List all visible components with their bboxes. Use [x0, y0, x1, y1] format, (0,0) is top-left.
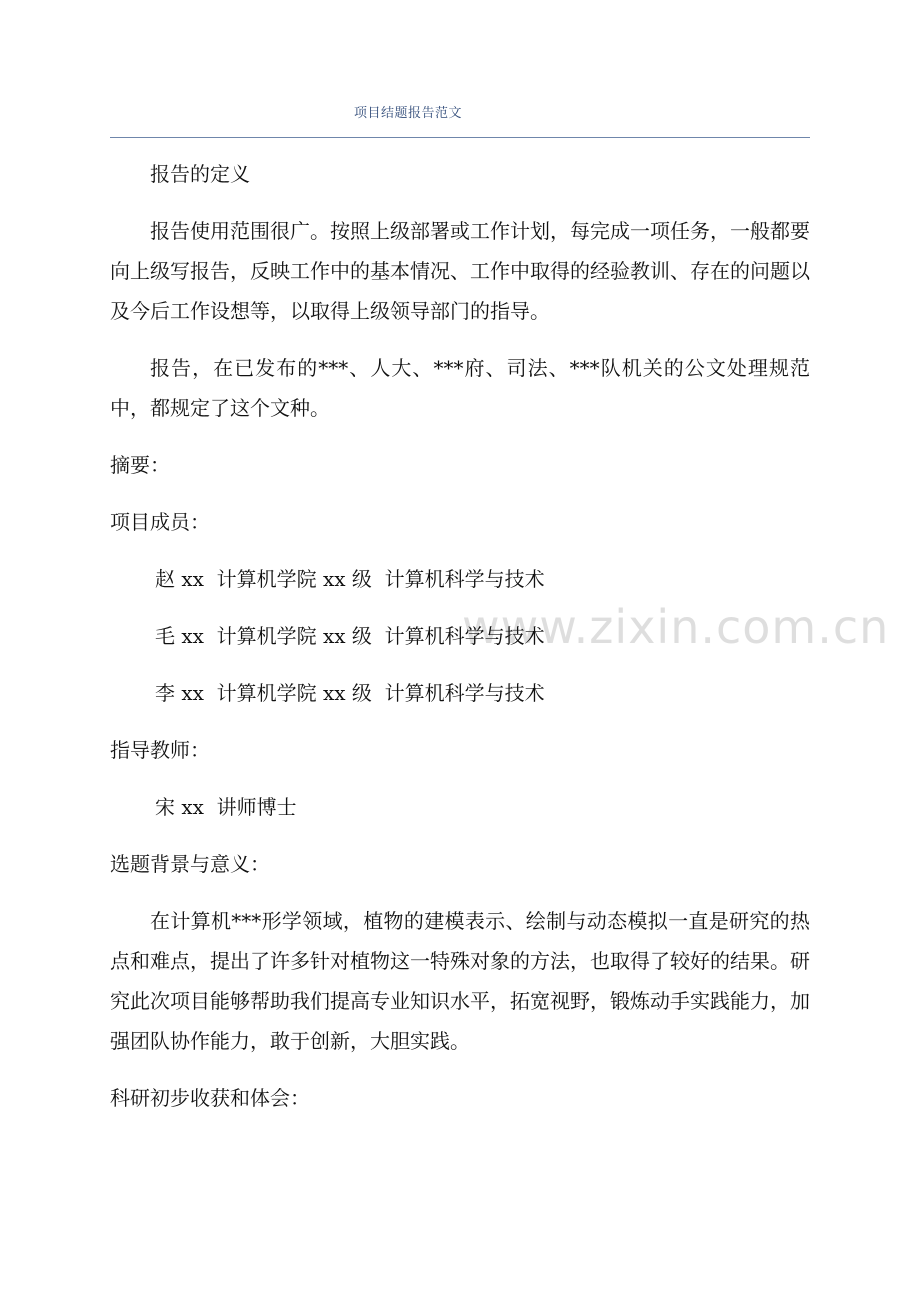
- abstract-label: 摘要：: [110, 453, 170, 477]
- member-item: 赵 xx 计算机学院 xx 级 计算机科学与技术: [155, 567, 545, 591]
- definition-paragraph-2: 报告，在已发布的***、人大、***府、司法、***队机关的公文处理规范中，都规定了这个文种。: [110, 356, 810, 420]
- member-item: 毛 xx 计算机学院 xx 级 计算机科学与技术: [155, 624, 545, 648]
- advisor-label: 指导教师：: [110, 738, 210, 762]
- members-label: 项目成员：: [110, 510, 210, 534]
- background-paragraph: 在计算机***形学领域，植物的建模表示、绘制与动态模拟一直是研究的热点和难点，提出了许多针对植物这一特殊对象的方法，也取得了较好的结果。研究此次项目能够帮助我们提高专业知识水平，拓宽视野，锻炼动手实践能力，加强团队协作能力，敢于创新，大胆实践。: [110, 909, 810, 1053]
- background-label: 选题背景与意义：: [110, 852, 270, 876]
- header-divider: [110, 137, 810, 138]
- header-title: 项目结题报告范文: [353, 106, 462, 121]
- watermark: www.zixin.com.cn: [462, 600, 890, 654]
- member-item: 李 xx 计算机学院 xx 级 计算机科学与技术: [155, 681, 545, 705]
- definition-paragraph-1: 报告使用范围很广。按照上级部署或工作计划，每完成一项任务，一般都要向上级写报告，反映工作中的基本情况、工作中取得的经验教训、存在的问题以及今后工作设想等，以取得上级领导部门的指导。: [110, 219, 810, 323]
- advisor-item: 宋 xx 讲师博士: [155, 795, 297, 819]
- definition-heading: 报告的定义: [150, 162, 250, 186]
- gains-label: 科研初步收获和体会：: [110, 1086, 310, 1110]
- document-body: [110, 154, 810, 1135]
